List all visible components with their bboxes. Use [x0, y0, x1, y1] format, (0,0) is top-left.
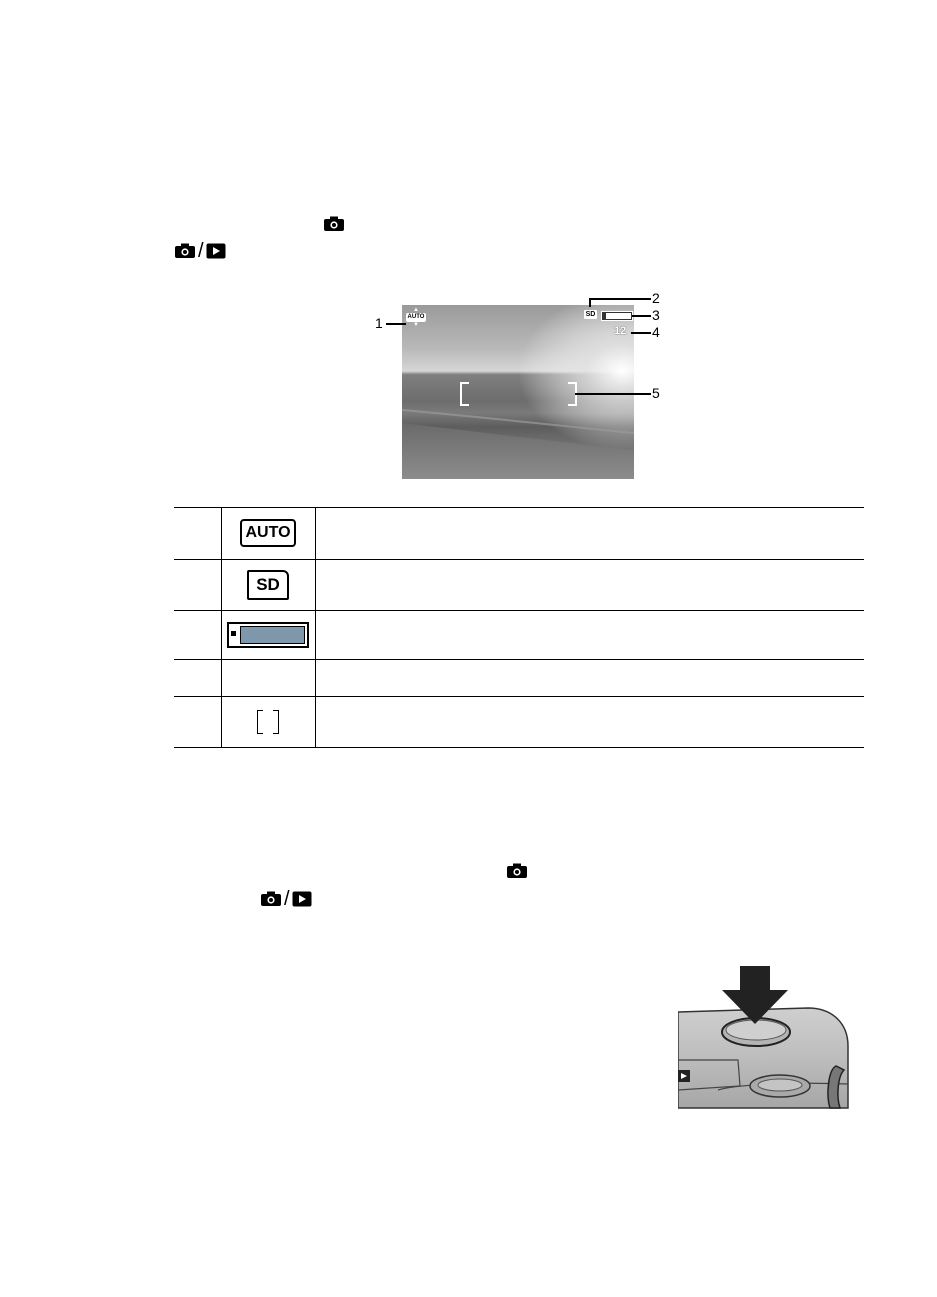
viewfinder-auto-mode: ▲ AUTO ▼	[407, 307, 425, 328]
callout-line	[575, 393, 651, 395]
shutter-button-illustration	[678, 966, 860, 1118]
viewfinder-battery-icon	[601, 311, 633, 321]
camera-icon	[174, 243, 196, 259]
playback-icon	[292, 891, 312, 907]
camera-icon	[323, 216, 345, 232]
callout-line	[632, 315, 651, 317]
viewfinder-focus-bracket-left	[460, 382, 469, 406]
viewfinder-image	[402, 305, 634, 479]
table-row	[174, 696, 864, 748]
callout-number: 2	[652, 290, 660, 306]
playback-icon	[206, 243, 226, 259]
slash-separator: /	[198, 240, 204, 262]
battery-icon	[221, 610, 315, 659]
sd-card-icon: SD	[221, 559, 315, 610]
viewfinder-shot-count: 12	[614, 325, 627, 337]
viewfinder-sd-icon: SD	[585, 311, 596, 318]
table-row	[174, 659, 864, 697]
callout-number: 1	[375, 315, 383, 331]
camera-icon	[506, 863, 528, 879]
table-row	[174, 559, 864, 611]
camera-icon	[260, 891, 282, 907]
table-row	[174, 507, 864, 560]
slash-separator: /	[284, 888, 290, 910]
callout-line	[589, 298, 591, 307]
callout-number: 4	[652, 324, 660, 340]
focus-brackets-icon	[221, 696, 315, 747]
callout-number: 5	[652, 385, 660, 401]
callout-number: 3	[652, 307, 660, 323]
callout-line	[589, 298, 651, 300]
callout-line	[631, 332, 651, 334]
camera-playback-toggle	[174, 241, 226, 261]
callout-line	[386, 323, 406, 325]
auto-mode-icon: AUTO	[221, 507, 315, 559]
table-row	[174, 610, 864, 660]
camera-playback-toggle	[260, 889, 312, 909]
